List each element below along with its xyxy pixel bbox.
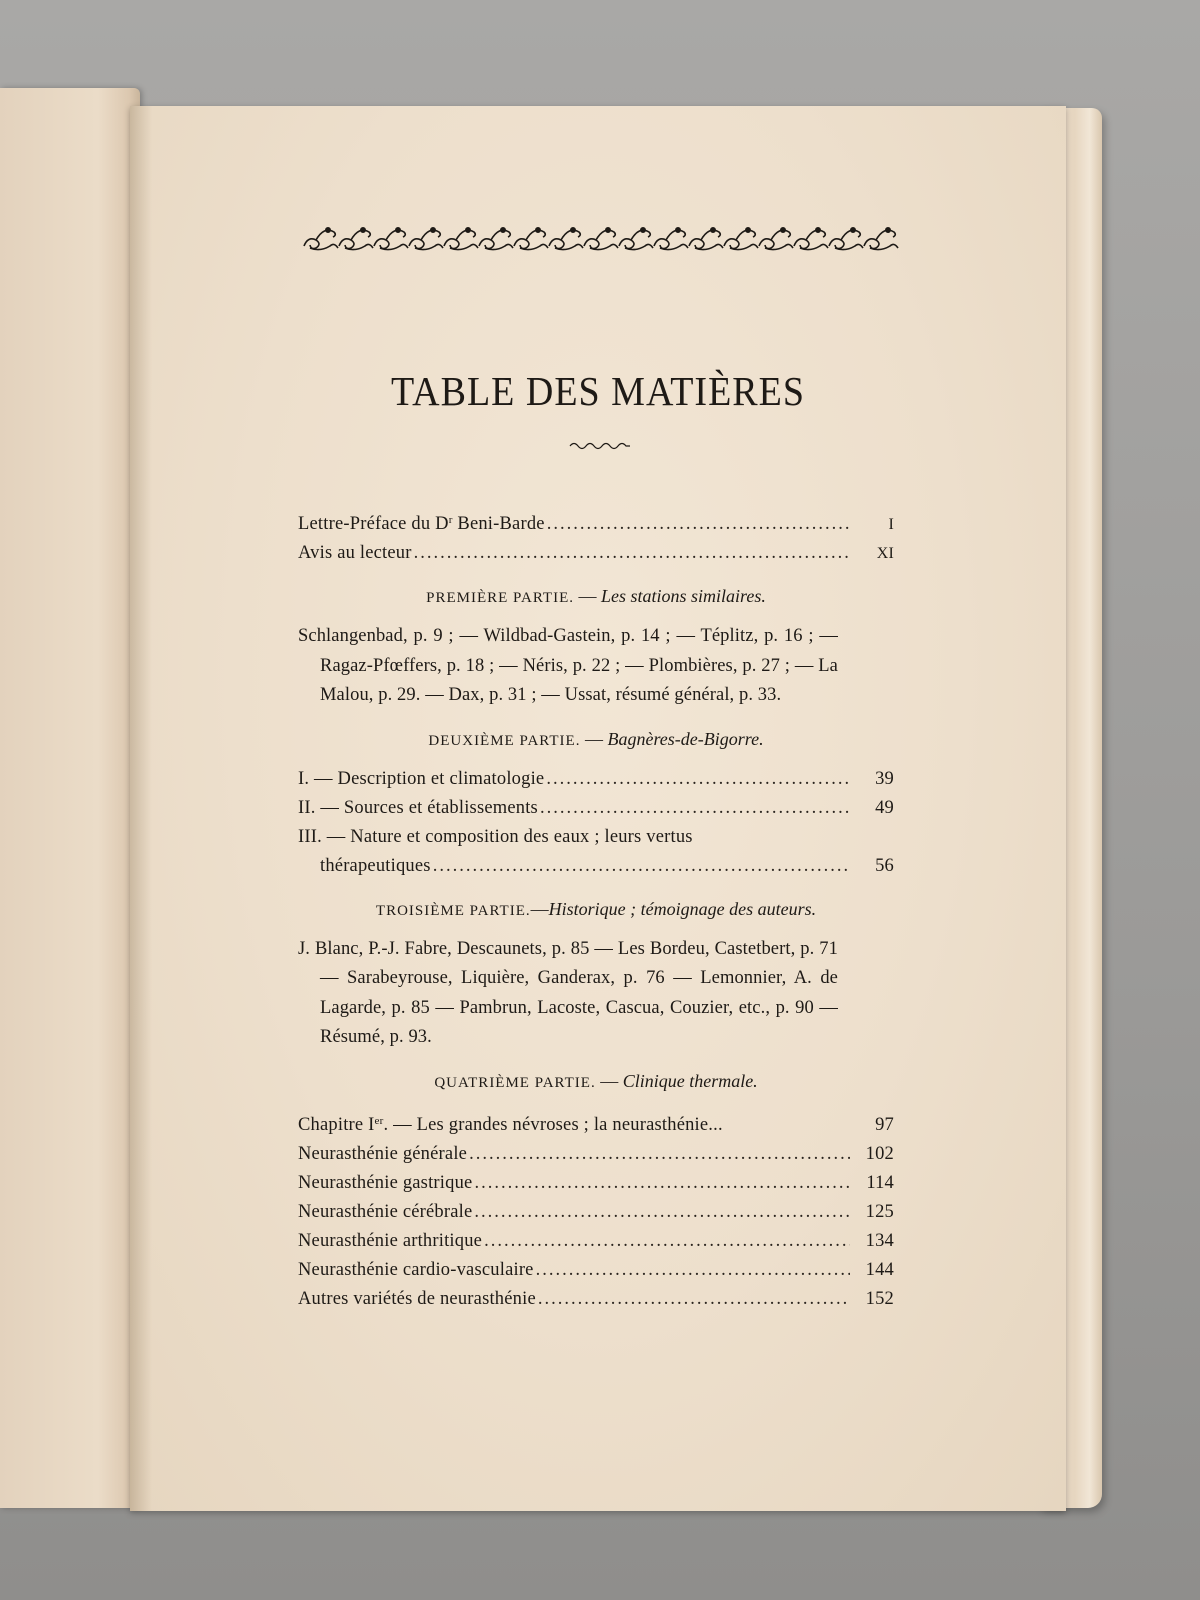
entry-label: Neurasthénie cérébrale — [298, 1201, 473, 1222]
entry-label: Neurasthénie gastrique — [298, 1172, 473, 1193]
entry-page-number: 49 — [875, 797, 894, 818]
leader-dots — [540, 794, 850, 823]
part3-historique-paragraph: J. Blanc, P.-J. Fabre, Descaunets, p. 85 — Les Bordeu, Castetbert, p. 71 — Sarabeyrouse, Liquière, Ganderax, p. 76 — Lemonnier, A. de Lagarde, p. 85 — Pambrun, Lacoste, Cascua, Couzier, etc., p. 90 — Résumé, p. 93. — [298, 938, 838, 1047]
toc-entry-neurasthenie-arthritique[interactable] — [298, 1227, 894, 1256]
page-gutter-shadow — [130, 106, 152, 1511]
toc-entry-description[interactable] — [298, 765, 894, 794]
toc-entry-neurasthenie-generale[interactable] — [298, 1140, 894, 1169]
leader-dots — [538, 1285, 850, 1314]
entry-page-number: 97 — [875, 1114, 894, 1135]
leader-dots — [433, 852, 850, 881]
part-heading-3: TROISIÈME PARTIE.—Historique ; témoignage des auteurs. — [375, 898, 817, 919]
entry-page-number: 152 — [865, 1288, 894, 1309]
entry-label: Avis au lecteur — [298, 543, 412, 563]
toc-entry-sources[interactable] — [298, 794, 894, 823]
leader-dots — [474, 1169, 850, 1198]
toc-entry-avis-au-lecteur[interactable] — [298, 539, 894, 568]
entry-label: Neurasthénie arthritique — [298, 1230, 483, 1251]
entry-page-number: 39 — [875, 768, 894, 789]
leader-dots — [546, 765, 850, 794]
entry-page-number: XI — [876, 545, 894, 562]
part-label: DEUXIÈME PARTIE. — [428, 732, 581, 749]
toc-entry-nature-line2[interactable] — [298, 852, 894, 881]
part-label: QUATRIÈME PARTIE. — [434, 1074, 596, 1091]
entry-label-superscript: r — [448, 514, 453, 526]
part1-stations-paragraph: Schlangenbad, p. 9 ; — Wildbad-Gastein, p. 14 ; — Téplitz, p. 16 ; — Ragaz-Pfœffers, p. 18 ; — Néris, p. 22 ; — Plombières, p. 27 ; — La Malou, p. 29. — Dax, p. 31 ; — Ussat, résumé général, p. 33. — [298, 626, 838, 705]
part-subtitle: Bagnères-de-Bigorre. — [607, 728, 764, 749]
leader-dots — [469, 1140, 850, 1169]
part-heading-1: PREMIÈRE PARTIE. — Les stations similaires. — [426, 586, 766, 606]
part-label: PREMIÈRE PARTIE. — [426, 590, 575, 606]
toc-entry-neurasthenie-gastrique[interactable] — [298, 1169, 894, 1198]
entry-label: Lettre-Préface du D — [298, 514, 449, 534]
part-heading-2: DEUXIÈME PARTIE. — Bagnères-de-Bigorre. — [428, 728, 764, 749]
book-page — [130, 106, 1066, 1511]
entry-label-tail: . — Les grandes névroses ; la neurasthénie... — [383, 1114, 723, 1135]
toc-entry-neurasthenie-cardio-vasculaire[interactable] — [298, 1256, 894, 1285]
leader-dots — [536, 1256, 850, 1285]
part-heading-4: QUATRIÈME PARTIE. — Clinique thermale. — [434, 1070, 758, 1091]
entry-page-number: 134 — [865, 1230, 894, 1251]
toc-entry-lettre-preface[interactable] — [298, 506, 894, 539]
entry-label: Neurasthénie cardio-vasculaire — [298, 1259, 534, 1280]
entry-label: I. — Description et climatologie — [298, 768, 545, 789]
left-page-edge — [0, 88, 140, 1508]
part-subtitle: Historique ; témoignage des auteurs. — [548, 898, 817, 919]
entry-page-number: 144 — [865, 1259, 894, 1280]
entry-label: Autres variétés de neurasthénie — [298, 1288, 536, 1309]
entry-label: Neurasthénie générale — [298, 1143, 468, 1164]
entry-label: Chapitre I — [298, 1114, 375, 1135]
toc-entry-chapitre-1[interactable] — [298, 1107, 894, 1140]
leader-dots — [484, 1227, 850, 1256]
table-of-contents — [298, 506, 894, 1314]
entry-label-tail: Beni-Barde — [452, 514, 545, 534]
entry-label-continuation: thérapeutiques — [320, 855, 431, 876]
entry-page-number: I — [888, 516, 894, 533]
toc-entry-autres-varietes[interactable] — [298, 1285, 894, 1314]
entry-page-number: 114 — [866, 1172, 894, 1193]
part-label: TROISIÈME PARTIE. — [375, 902, 531, 919]
part-subtitle: Les stations similaires. — [601, 586, 766, 606]
entry-label: II. — Sources et établissements — [298, 797, 538, 818]
leader-dots — [414, 539, 850, 568]
entry-page-number: 125 — [865, 1201, 894, 1222]
entry-page-number: 102 — [865, 1143, 894, 1164]
leader-dots — [474, 1198, 850, 1227]
leader-dots — [547, 510, 850, 539]
part-subtitle: Clinique thermale. — [622, 1070, 758, 1091]
ornamental-header-band-icon — [300, 218, 900, 258]
entry-page-number: 56 — [875, 855, 894, 876]
toc-entry-neurasthenie-cerebrale[interactable] — [298, 1198, 894, 1227]
toc-entry-nature-line1[interactable] — [298, 823, 894, 852]
entry-label: III. — Nature et composition des eaux ; leurs vertus — [298, 826, 693, 847]
entry-label-superscript: er — [374, 1114, 384, 1127]
title-flourish-icon — [568, 440, 632, 452]
page-title: TABLE DES MATIÈRES — [391, 369, 805, 415]
